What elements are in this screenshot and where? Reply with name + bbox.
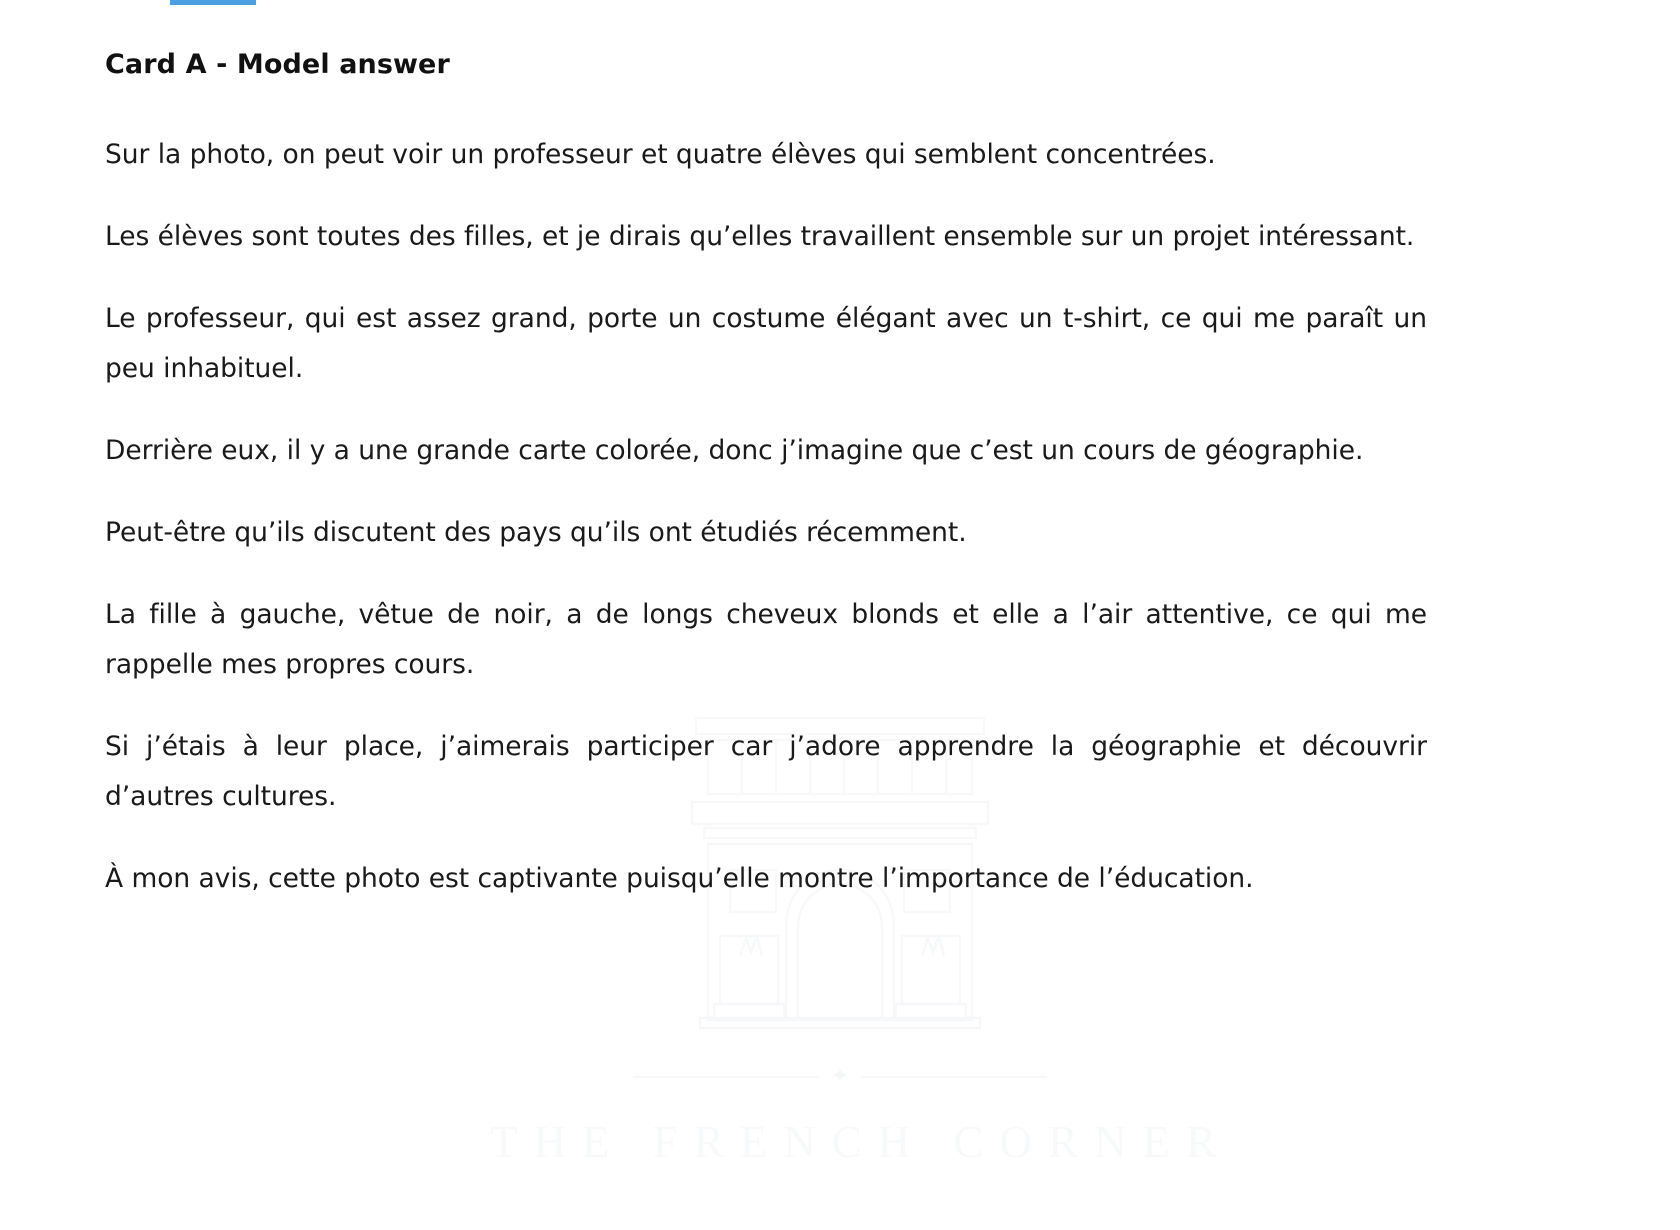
watermark-divider — [490, 1066, 1190, 1088]
watermark-brand — [490, 1064, 1233, 1168]
paragraph: À mon avis, cette photo est captivante puisqu’elle montre l’importance de l’éducation. — [105, 863, 1254, 894]
page-title: Card A - Model answer — [105, 49, 450, 80]
paragraph: Si j’étais à leur place, j’aimerais participer car j’adore apprendre la géographie et découvrir d’autres cultures. — [105, 731, 1427, 812]
paragraph: Derrière eux, il y a une grande carte colorée, donc j’imagine que c’est un cours de géographie. — [105, 435, 1364, 466]
answer-body — [105, 130, 1427, 904]
paragraph: La fille à gauche, vêtue de noir, a de longs cheveux blonds et elle a l’air attentive, ce qui me rappelle mes propres cours. — [105, 599, 1427, 680]
divider-line-right — [861, 1076, 1047, 1078]
paragraph: Peut-être qu’ils discutent des pays qu’ils ont étudiés récemment. — [105, 517, 967, 548]
top-accent-rule — [170, 0, 256, 5]
watermark-brand-text: THE FRENCH CORNER — [490, 1117, 1233, 1167]
paragraph: Sur la photo, on peut voir un professeur et quatre élèves qui semblent concentrées. — [105, 139, 1216, 170]
paragraph: Le professeur, qui est assez grand, porte un costume élégant avec un t-shirt, ce qui me paraît un peu inhabituel. — [105, 303, 1427, 384]
divider-line-left — [633, 1076, 819, 1078]
paragraph: Les élèves sont toutes des filles, et je dirais qu’elles travaillent ensemble sur un projet intéressant. — [105, 221, 1415, 252]
star-icon: ✦ — [830, 1064, 850, 1089]
